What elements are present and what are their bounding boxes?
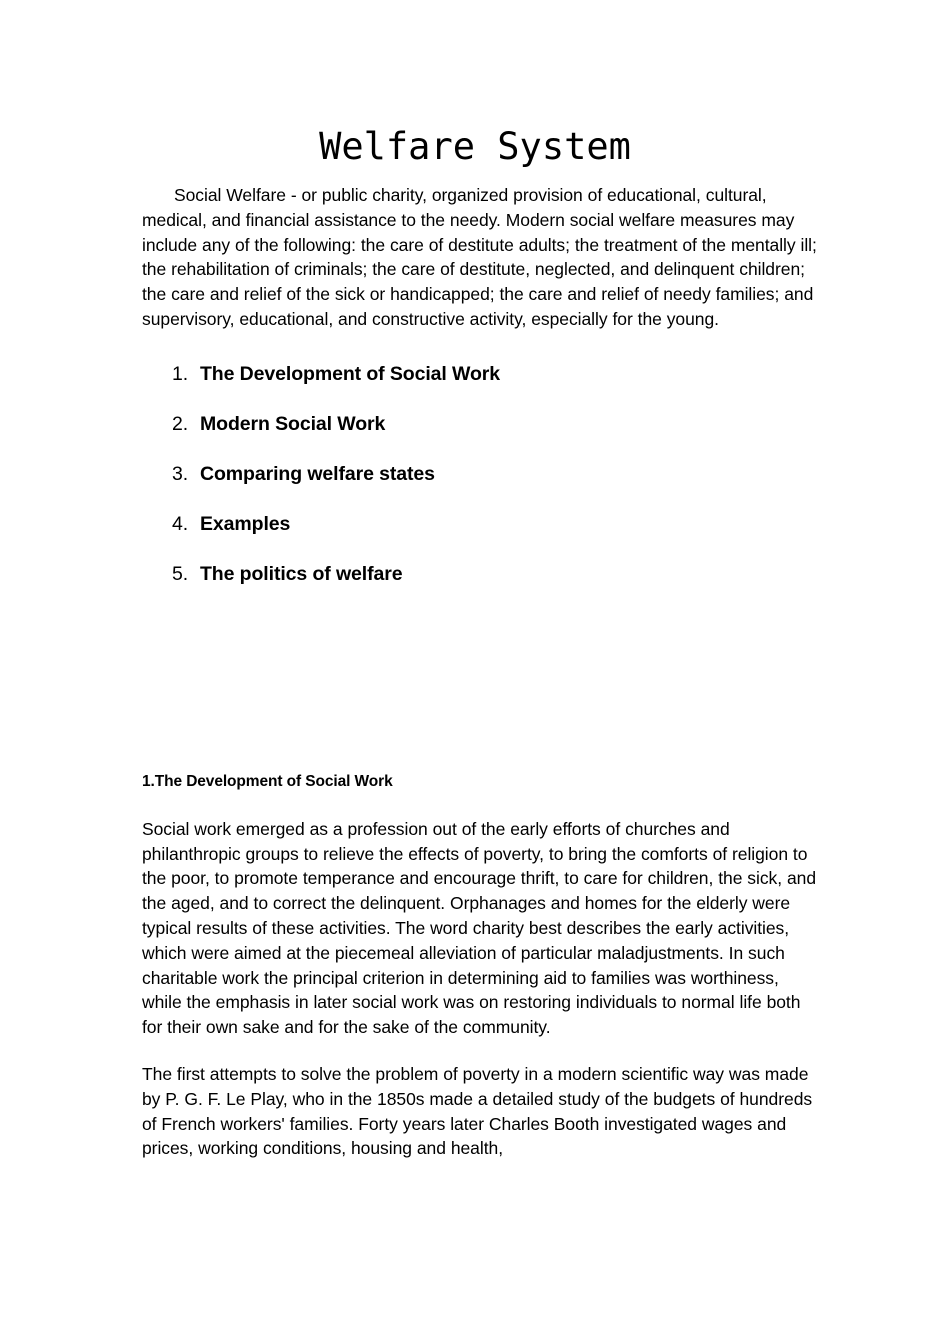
list-item-number: 4. xyxy=(172,512,189,535)
list-item-label: Comparing welfare states xyxy=(200,462,435,485)
list-item[interactable] xyxy=(142,562,818,586)
list-item-number: 3. xyxy=(172,462,189,485)
list-item[interactable] xyxy=(142,462,818,486)
document-body xyxy=(142,183,818,1161)
list-item-label: The Development of Social Work xyxy=(200,362,501,385)
page-title: Welfare System xyxy=(319,124,631,168)
list-item-number: 2. xyxy=(172,412,189,435)
section-paragraph-2: The first attempts to solve the problem of poverty in a modern scientific way was made by P. G. F. Le Play, who in the 1850s made a detailed study of the budgets of hundreds of French workers' families. Forty years later Charles Booth investigated wages and prices, working conditions, housing and health, xyxy=(142,1063,813,1159)
list-item-number: 1. xyxy=(172,362,189,385)
list-item[interactable] xyxy=(142,362,818,386)
list-item-number: 5. xyxy=(172,562,189,585)
list-item[interactable] xyxy=(142,412,818,436)
list-item-label: The politics of welfare xyxy=(200,562,403,585)
table-of-contents xyxy=(142,362,818,586)
list-item-label: Modern Social Work xyxy=(200,412,386,435)
intro-paragraph: Social Welfare - or public charity, organized provision of educational, cultural, medical, and financial assistance to the needy. Modern social welfare measures may include any of the following: the care of destitute adults; the treatment of the mentally ill; the rehabilitation of criminals; the care of destitute, neglected, and delinquent children; the care and relief of the sick or handicapped; the care and relief of needy families; and supervisory, educational, and constructive activity, especially for the young. xyxy=(142,185,817,329)
section-spacer xyxy=(142,586,818,772)
heading-spacer xyxy=(142,792,818,817)
list-item[interactable] xyxy=(142,512,818,536)
paragraph-spacer xyxy=(142,1040,818,1062)
section-heading: 1.The Development of Social Work xyxy=(142,772,393,790)
list-item-label: Examples xyxy=(200,512,291,535)
section-paragraph-1: Social work emerged as a profession out of the early efforts of churches and philanthropic groups to relieve the effects of poverty, to bring the comforts of religion to the poor, to promote temperance and encourage thrift, to care for children, the sick, and the aged, and to correct the delinquent. Orphanages and homes for the elderly were typical results of these activities. The word charity best describes the early activities, which were aimed at the piecemeal alleviation of particular maladjustments. In such charitable work the principal criterion in determining aid to families was worthiness, while the emphasis in later social work was on restoring individuals to normal life both for their own sake and for the sake of the community. xyxy=(142,818,817,1038)
